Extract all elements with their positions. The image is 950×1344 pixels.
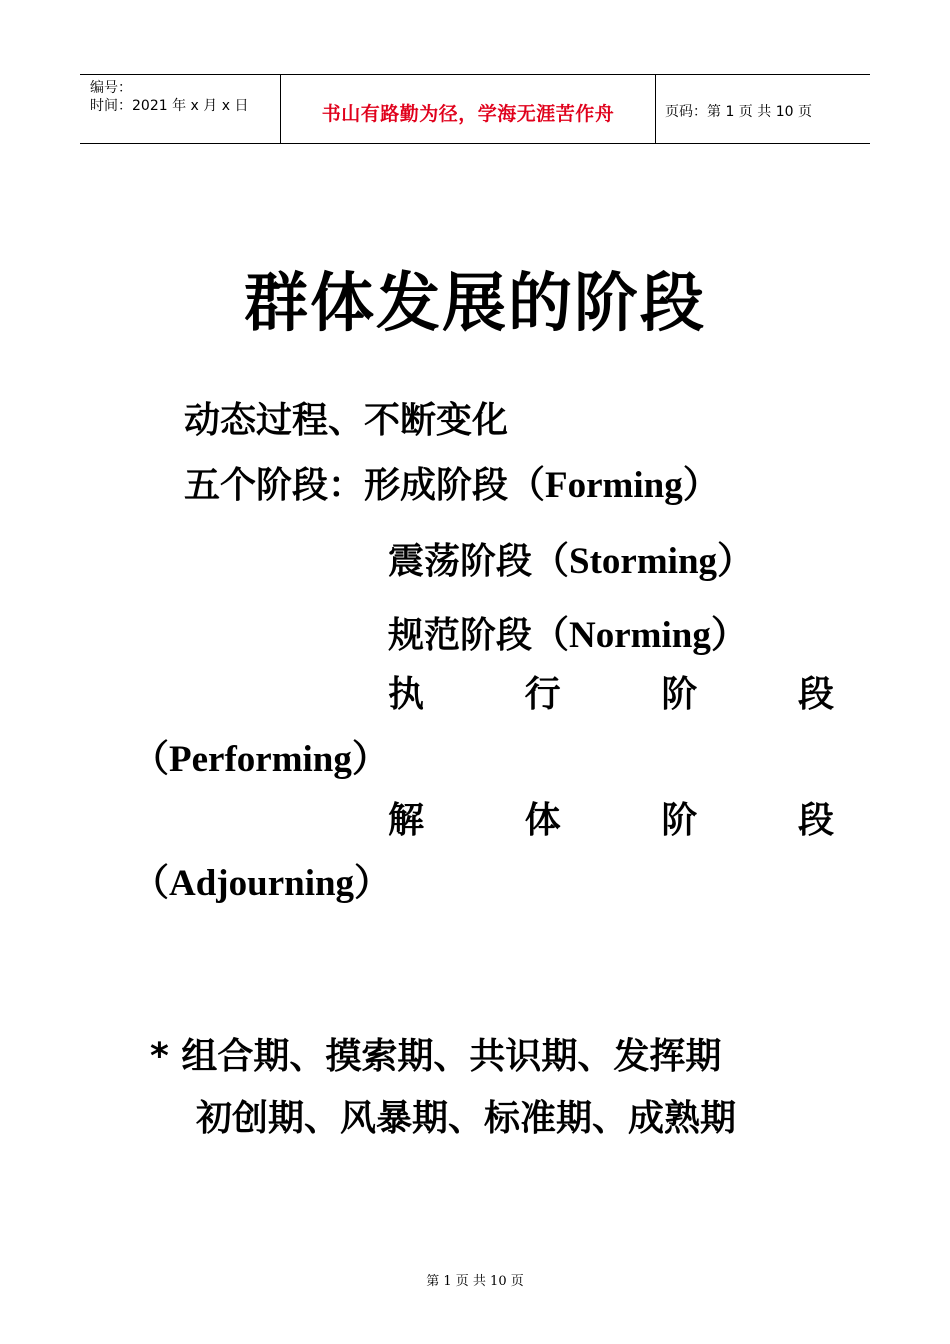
page-title: 群体发展的阶段	[244, 267, 706, 341]
adjourning-char: 解	[388, 800, 425, 841]
stage-adjourning-english-line	[132, 852, 391, 906]
stage-performing-english-line	[132, 728, 389, 782]
page-footer: 第 1 页 共 10 页	[426, 1274, 524, 1289]
stage-storming-line	[388, 530, 754, 584]
stage-adjourning-english: （Adjourning）	[132, 863, 392, 904]
stage-performing-english: （Performing）	[132, 739, 389, 780]
stage-storming-label: 震荡阶段	[388, 541, 533, 582]
number-label: 编号：	[90, 80, 132, 96]
motto-text: 书山有路勤为径，学海无涯苦作舟	[321, 103, 615, 125]
header-meta-cell	[80, 75, 280, 143]
performing-char: 执	[388, 674, 425, 715]
performing-char: 段	[797, 674, 834, 715]
stage-forming-label: 五个阶段：形成阶段	[184, 465, 509, 506]
stage-norming-label: 规范阶段	[388, 615, 533, 656]
alt-names-line-1: * 组合期、摸索期、共识期、发挥期	[150, 1036, 722, 1077]
header-page-cell	[655, 75, 870, 143]
stage-forming-line	[184, 454, 720, 508]
alt-names-line-2: 初创期、风暴期、标准期、成熟期	[196, 1098, 737, 1139]
time-label: 时间：2021 年 x 月 x 日	[90, 98, 249, 114]
stage-forming-english: （Forming）	[508, 465, 720, 506]
stage-performing-label	[388, 666, 834, 717]
adjourning-char: 阶	[661, 800, 698, 841]
stage-storming-english: （Storming）	[532, 541, 755, 582]
performing-char: 行	[524, 674, 561, 715]
header-motto-cell	[280, 75, 656, 143]
stage-adjourning-label	[388, 792, 834, 843]
stage-norming-english: （Norming）	[532, 615, 748, 656]
page-info: 页码：第 1 页 共 10 页	[665, 104, 812, 120]
adjourning-char: 段	[797, 800, 834, 841]
stage-norming-line	[388, 604, 748, 658]
page-header	[80, 74, 870, 144]
process-line: 动态过程、不断变化	[184, 400, 509, 441]
adjourning-char: 体	[524, 800, 561, 841]
performing-char: 阶	[661, 674, 698, 715]
